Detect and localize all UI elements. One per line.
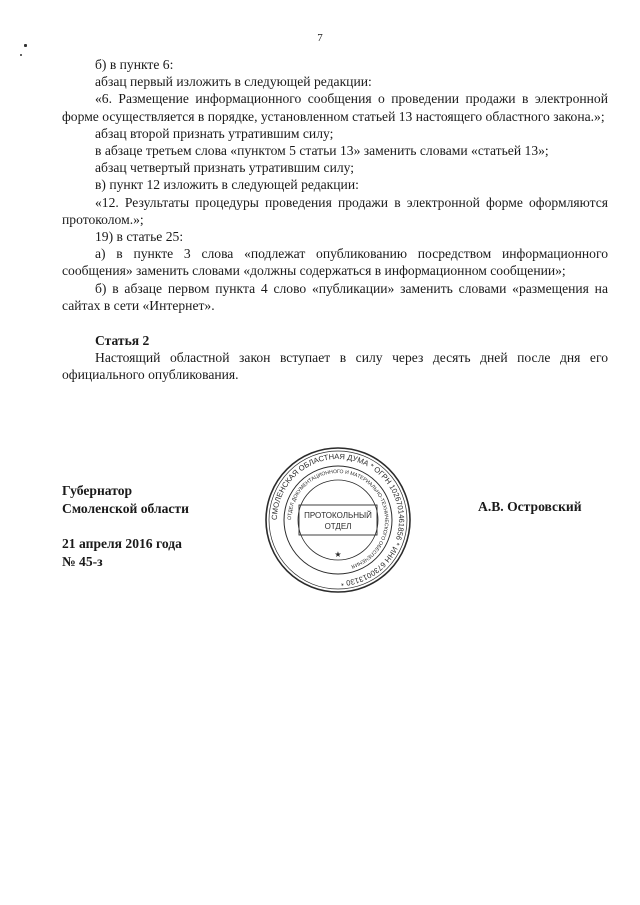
seal-center-line1: ПРОТОКОЛЬНЫЙ [304,511,372,520]
page-number: 7 [317,32,323,44]
article-title: Статья 2 [95,333,150,349]
scan-mark [24,44,27,47]
paragraph: а) в пункте 3 слова «подлежат опубликованию посредством информационного сообщения» заменить словами «должны содержаться в информационном сообщении»; [62,246,608,279]
paragraph: в абзаце третьем слова «пунктом 5 статьи 13» заменить словами «статьей 13»; [95,143,549,159]
signer-position: Губернатор [62,483,133,498]
law-number: № 45-з [62,553,103,569]
document-body [62,56,608,384]
paragraph: в) пункт 12 изложить в следующей редакции: [95,177,359,193]
article-text: Настоящий областной закон вступает в силу через десять дней после дня его официального опубликования. [62,350,608,383]
paragraph: 19) в статье 25: [95,229,184,245]
law-date: 21 апреля 2016 года [62,536,182,551]
seal-outer-text: СМОЛЕНСКАЯ ОБЛАСТНАЯ ДУМА * ОГРН 1026701461856 * ИНН 6730013130 * [269,451,407,588]
paragraph: б) в абзаце первом пункта 4 слово «публикации» заменить словами «размещения на сайтах в сети «Интернет». [62,280,608,313]
signer-region: Смоленской области [62,500,189,516]
seal-inner-text: ОТДЕЛ ДОКУМЕНТАЦИОННОГО И МАТЕРИАЛЬНО-ТЕХНИЧЕСКОГО ОБЕСПЕЧЕНИЯ [286,468,390,570]
official-seal [263,445,413,595]
paragraph: «12. Результаты процедуры проведения продажи в электронной форме оформляются протоколом.»; [62,194,608,227]
paragraph: абзац второй признать утратившим силу; [95,125,334,141]
paragraph: абзац четвертый признать утратившим силу; [95,160,355,176]
paragraph: б) в пункте 6: [95,57,174,72]
signature-block [62,482,189,570]
signer-name: А.В. Островский [478,499,582,514]
seal-star-icon: ★ [334,550,342,559]
scan-mark [20,54,22,56]
seal-center-line2: ОТДЕЛ [324,522,352,531]
paragraph: абзац первый изложить в следующей редакции: [95,74,372,90]
paragraph: «6. Размещение информационного сообщения о проведении продажи в электронной форме осуществляется в порядке, установленном статьей 13 настоящего областного закона.»; [62,91,608,124]
